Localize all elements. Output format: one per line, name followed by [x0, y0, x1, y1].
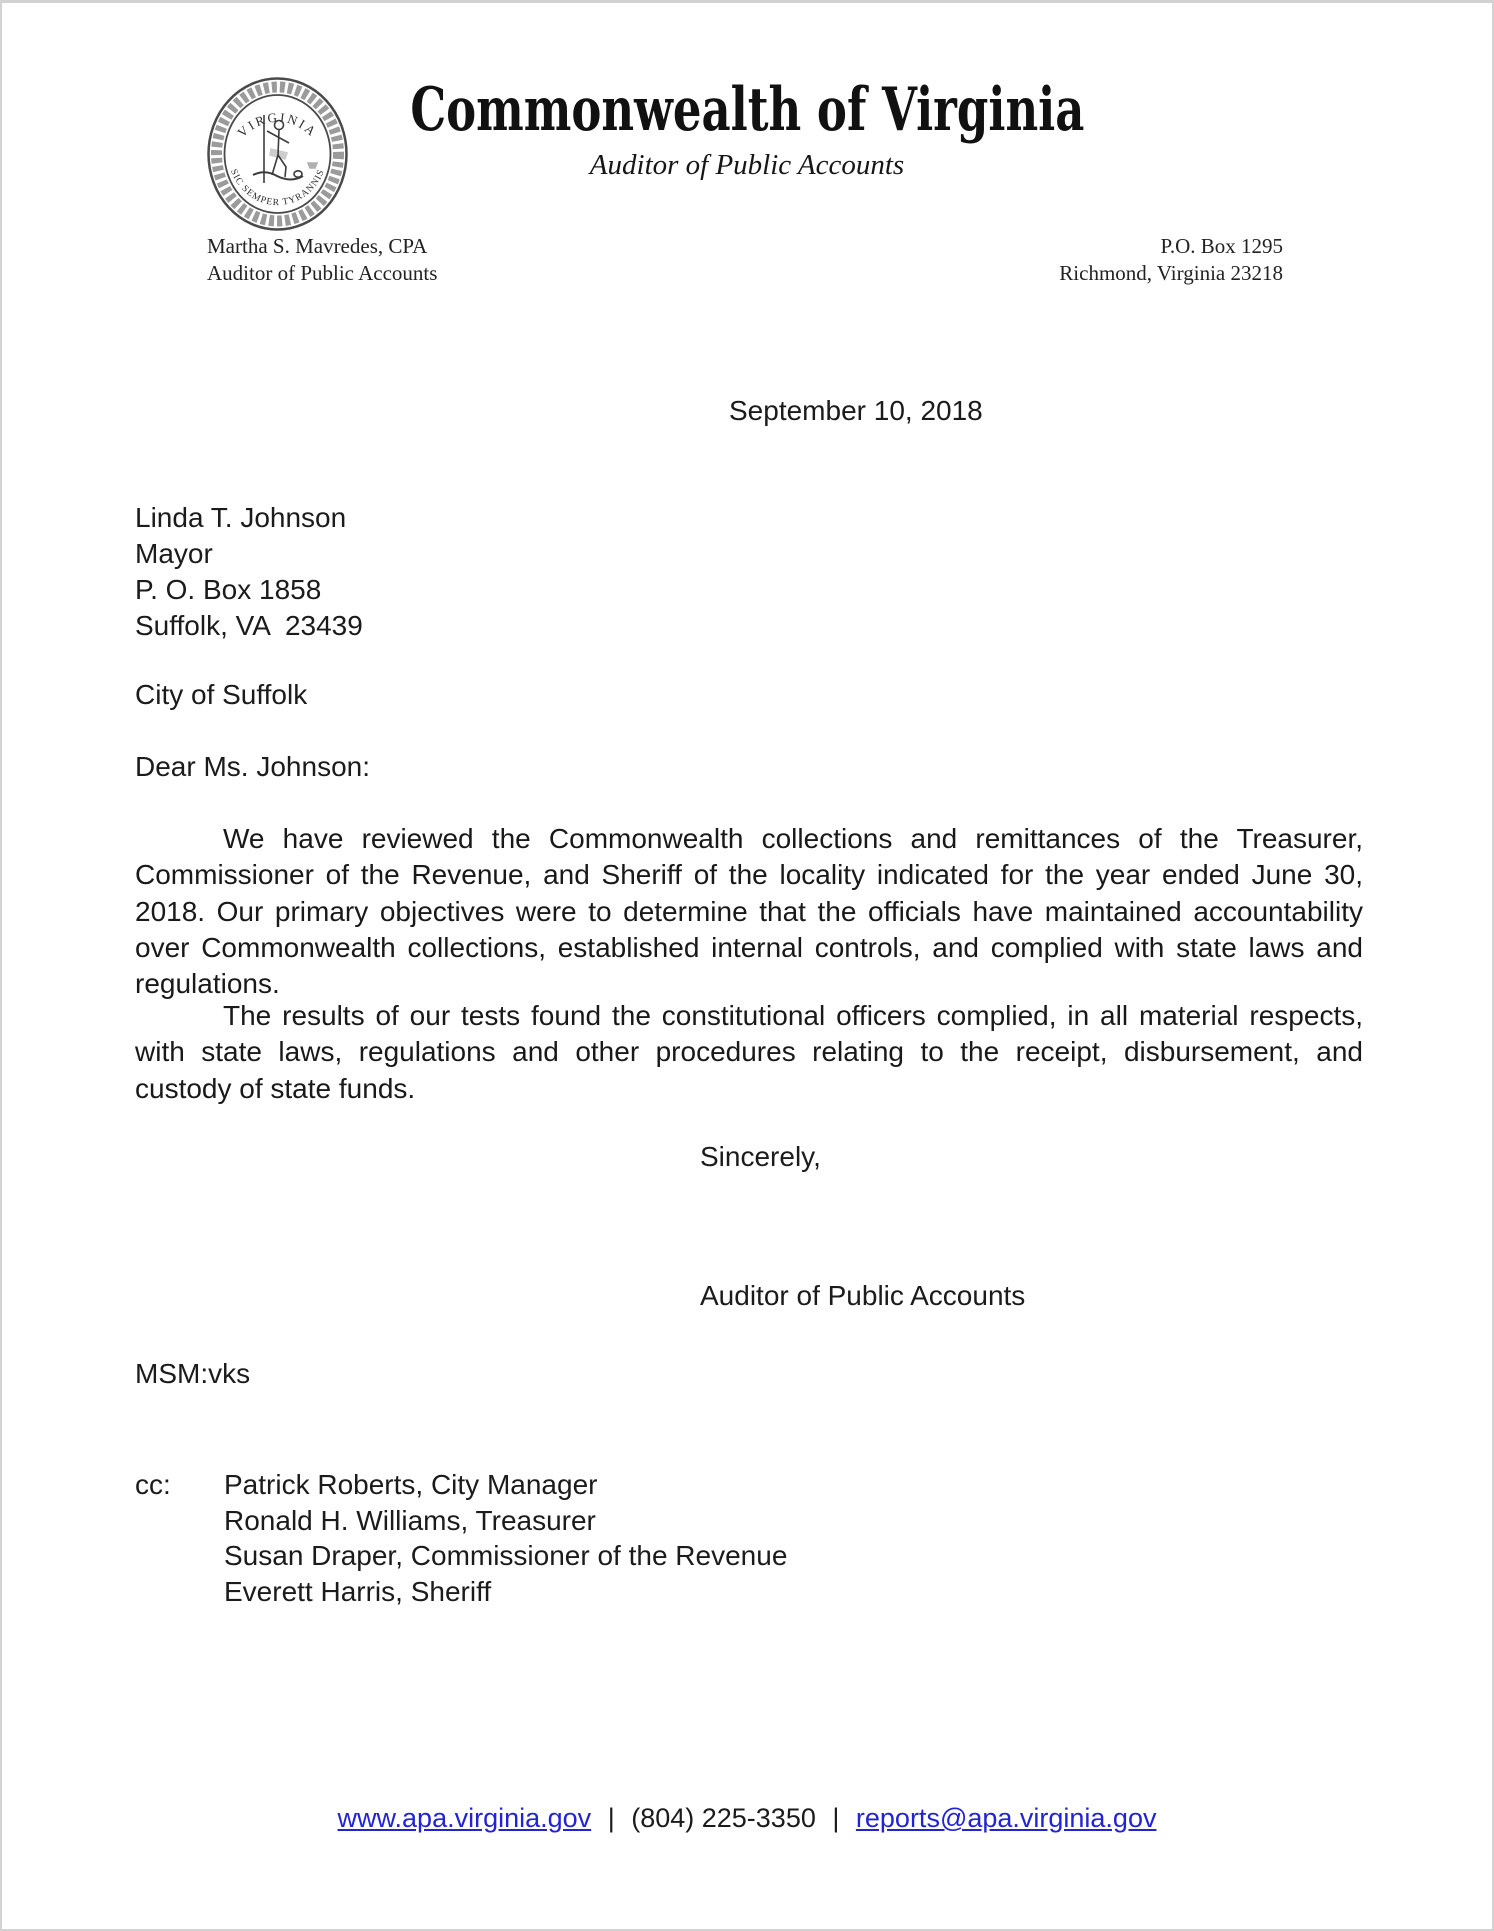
- seal-top-text: VIRGINIA: [234, 109, 321, 141]
- cc-name: Patrick Roberts, City Manager: [224, 1469, 598, 1500]
- letterhead-official-block: [207, 233, 437, 287]
- letter-date: September 10, 2018: [729, 395, 983, 426]
- letterhead-address-block: [1059, 233, 1283, 287]
- letterhead-title: Commonwealth of Virginia: [409, 75, 1085, 145]
- locality-line: City of Suffolk: [135, 679, 308, 710]
- official-title: Auditor of Public Accounts: [207, 261, 438, 285]
- recipient-name: Linda T. Johnson: [135, 502, 347, 533]
- phone-number: (804) 225-3350: [631, 1803, 816, 1833]
- city-state-zip: Richmond, Virginia 23218: [1059, 261, 1283, 285]
- salutation: Dear Ms. Johnson:: [135, 751, 370, 782]
- email-link[interactable]: reports@apa.virginia.gov: [855, 1803, 1157, 1833]
- cc-name: Ronald H. Williams, Treasurer: [224, 1504, 596, 1536]
- signer-title: Auditor of Public Accounts: [700, 1280, 1026, 1311]
- website-link[interactable]: www.apa.virginia.gov: [337, 1803, 592, 1833]
- recipient-title: Mayor: [135, 538, 213, 569]
- cc-label: cc:: [135, 1469, 171, 1500]
- seal-bottom-text: SIC SEMPER TYRANNIS: [228, 167, 327, 209]
- cc-block: [135, 1467, 787, 1609]
- footer-separator: |: [607, 1803, 615, 1833]
- cc-names: [224, 1467, 787, 1609]
- letterhead-subtitle: Auditor of Public Accounts: [589, 149, 905, 181]
- reference-initials: MSM:vks: [135, 1358, 251, 1389]
- cc-name: Susan Draper, Commissioner of the Revenue: [224, 1540, 788, 1571]
- po-box: P.O. Box 1295: [1160, 234, 1283, 258]
- signature-block: [700, 1141, 1025, 1312]
- official-name: Martha S. Mavredes, CPA: [207, 234, 428, 258]
- cc-name: Everett Harris, Sheriff: [224, 1575, 492, 1607]
- footer: [2, 1803, 1492, 1834]
- closing: Sincerely,: [700, 1141, 821, 1172]
- recipient-address-block: [135, 500, 363, 644]
- recipient-city-state-zip: Suffolk, VA 23439: [135, 610, 363, 641]
- body-paragraph-2: The results of our tests found the constitutional officers complied, in all material respects, with state laws, regulations and other procedures relating to the receipt, disbursement, and custody of state funds.: [135, 1000, 1363, 1104]
- recipient-address: P. O. Box 1858: [135, 574, 322, 605]
- footer-separator: |: [832, 1803, 840, 1833]
- body-paragraph-1: We have reviewed the Commonwealth collections and remittances of the Treasurer, Commissioner of the Revenue, and Sheriff of the locality indicated for the year ended June 30, 2018. Our primary objectives were to determine that the officials have maintained accountability over Commonwealth collections, established internal controls, and complied with state laws and regulations.: [135, 823, 1363, 1000]
